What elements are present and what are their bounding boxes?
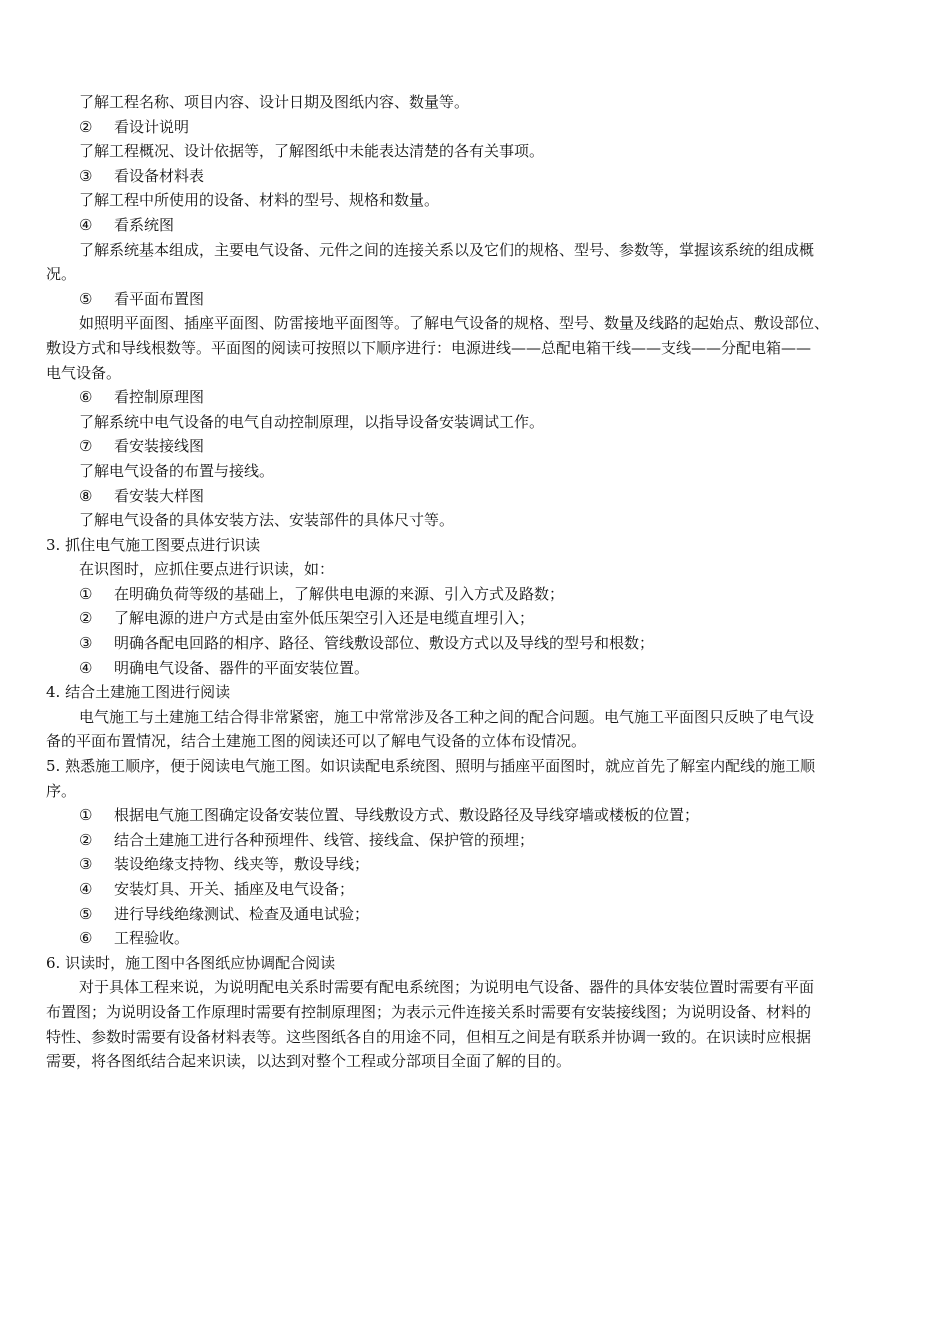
step-number: ② — [79, 117, 93, 136]
text-line: 电气设备。 — [46, 363, 122, 382]
item-number: ② — [79, 609, 93, 628]
list-item — [46, 803, 906, 828]
item-number: ① — [79, 584, 93, 603]
item-number: ④ — [79, 658, 93, 677]
step-title: 看平面布置图 — [114, 289, 205, 308]
step-heading — [46, 287, 906, 312]
item-number: ⑥ — [79, 929, 93, 948]
step-number: ⑧ — [79, 486, 93, 505]
text-line: 了解工程概况、设计依据等，了解图纸中未能表达清楚的各有关事项。 — [79, 142, 545, 161]
list-item — [46, 902, 906, 927]
list-item — [46, 926, 906, 951]
text-line: 敷设方式和导线根数等。平面图的阅读可按照以下顺序进行：电源进线——总配电箱干线——支线——分配电箱—— — [46, 338, 812, 357]
step-heading — [46, 213, 906, 238]
text-line: 在识图时，应抓住要点进行识读，如： — [79, 560, 335, 579]
text-line: 需要，将各图纸结合起来识读，以达到对整个工程或分部项目全面了解的目的。 — [46, 1052, 572, 1071]
document-page — [46, 90, 906, 1074]
step-title: 看设备材料表 — [114, 166, 205, 185]
item-number: ④ — [79, 880, 93, 898]
text-line: 序。 — [46, 781, 77, 800]
step-heading — [46, 434, 906, 459]
list-item — [46, 631, 906, 656]
step-heading — [46, 115, 906, 140]
section-heading: 6. 识读时，施工图中各图纸应协调配合阅读 — [46, 953, 336, 972]
step-heading — [46, 164, 906, 189]
list-item — [46, 877, 906, 902]
text-line: 了解系统中电气设备的电气自动控制原理，以指导设备安装调试工作。 — [79, 412, 545, 431]
step-title: 看安装接线图 — [114, 437, 205, 456]
step-number: ④ — [79, 215, 93, 234]
text-line: 了解工程名称、项目内容、设计日期及图纸内容、数量等。 — [79, 93, 470, 111]
section-heading: 5. 熟悉施工顺序，便于阅读电气施工图。如识读配电系统图、照明与插座平面图时，就应首先了解室内配线的施工顺 — [46, 757, 816, 776]
item-text: 安装灯具、开关、插座及电气设备； — [114, 880, 355, 898]
step-number: ⑤ — [79, 289, 93, 308]
text-line: 电气施工与土建施工结合得非常紧密，施工中常常涉及各工种之间的配合问题。电气施工平面图只反映了电气设 — [79, 707, 815, 726]
text-line: 对于具体工程来说，为说明配电关系时需要有配电系统图；为说明电气设备、器件的具体安装位置时需要有平面 — [79, 978, 815, 997]
text-line: 特性、参数时需要有设备材料表等。这些图纸各自的用途不同，但相互之间是有联系并协调一致的。在识读时应根据 — [46, 1027, 812, 1046]
step-heading — [46, 385, 906, 410]
list-item — [46, 582, 906, 607]
item-text: 进行导线绝缘测试、检查及通电试验； — [114, 904, 370, 923]
item-text: 了解电源的进户方式是由室外低压架空引入还是电缆直埋引入； — [114, 609, 535, 628]
step-heading — [46, 484, 906, 509]
step-number: ③ — [79, 166, 93, 185]
list-item — [46, 606, 906, 631]
item-text: 装设绝缘支持物、线夹等，敷设导线； — [114, 855, 370, 874]
text-line: 如照明平面图、插座平面图、防雷接地平面图等。了解电气设备的规格、型号、数量及线路的起始点、敷设部位、 — [79, 314, 830, 333]
list-item — [46, 656, 906, 681]
step-title: 看控制原理图 — [114, 388, 205, 407]
step-number: ⑦ — [79, 437, 93, 456]
list-item — [46, 852, 906, 877]
step-number: ⑥ — [79, 388, 93, 407]
step-title: 看系统图 — [114, 215, 175, 234]
text-line: 布置图；为说明设备工作原理时需要有控制原理图；为表示元件连接关系时需要有安装接线图；为说明设备、材料的 — [46, 1002, 812, 1021]
item-number: ③ — [79, 855, 93, 874]
text-line: 了解电气设备的具体安装方法、安装部件的具体尺寸等。 — [79, 511, 455, 530]
item-text: 工程验收。 — [114, 929, 190, 948]
step-title: 看安装大样图 — [114, 486, 205, 505]
list-item — [46, 828, 906, 853]
item-text: 结合土建施工进行各种预埋件、线管、接线盒、保护管的预埋； — [114, 830, 535, 849]
item-number: ③ — [79, 634, 93, 653]
text-line: 了解系统基本组成，主要电气设备、元件之间的连接关系以及它们的规格、型号、参数等，掌握该系统的组成概 — [79, 240, 815, 259]
section-heading: 4. 结合土建施工图进行阅读 — [46, 683, 231, 702]
item-number: ② — [79, 830, 93, 849]
item-number: ⑤ — [79, 904, 93, 923]
item-text: 明确电气设备、器件的平面安装位置。 — [114, 658, 370, 677]
step-title: 看设计说明 — [114, 117, 190, 136]
item-text: 根据电气施工图确定设备安装位置、导线敷设方式、敷设路径及导线穿墙或楼板的位置； — [114, 806, 700, 825]
text-line: 况。 — [46, 265, 77, 284]
item-text: 在明确负荷等级的基础上，了解供电电源的来源、引入方式及路数； — [114, 584, 565, 603]
text-line: 了解工程中所使用的设备、材料的型号、规格和数量。 — [79, 191, 440, 210]
text-line: 备的平面布置情况，结合土建施工图的阅读还可以了解电气设备的立体布设情况。 — [46, 732, 587, 751]
section-heading: 3. 抓住电气施工图要点进行识读 — [46, 535, 261, 554]
item-number: ① — [79, 806, 93, 825]
text-line: 了解电气设备的布置与接线。 — [79, 461, 275, 480]
item-text: 明确各配电回路的相序、路径、管线敷设部位、敷设方式以及导线的型号和根数； — [114, 634, 655, 653]
